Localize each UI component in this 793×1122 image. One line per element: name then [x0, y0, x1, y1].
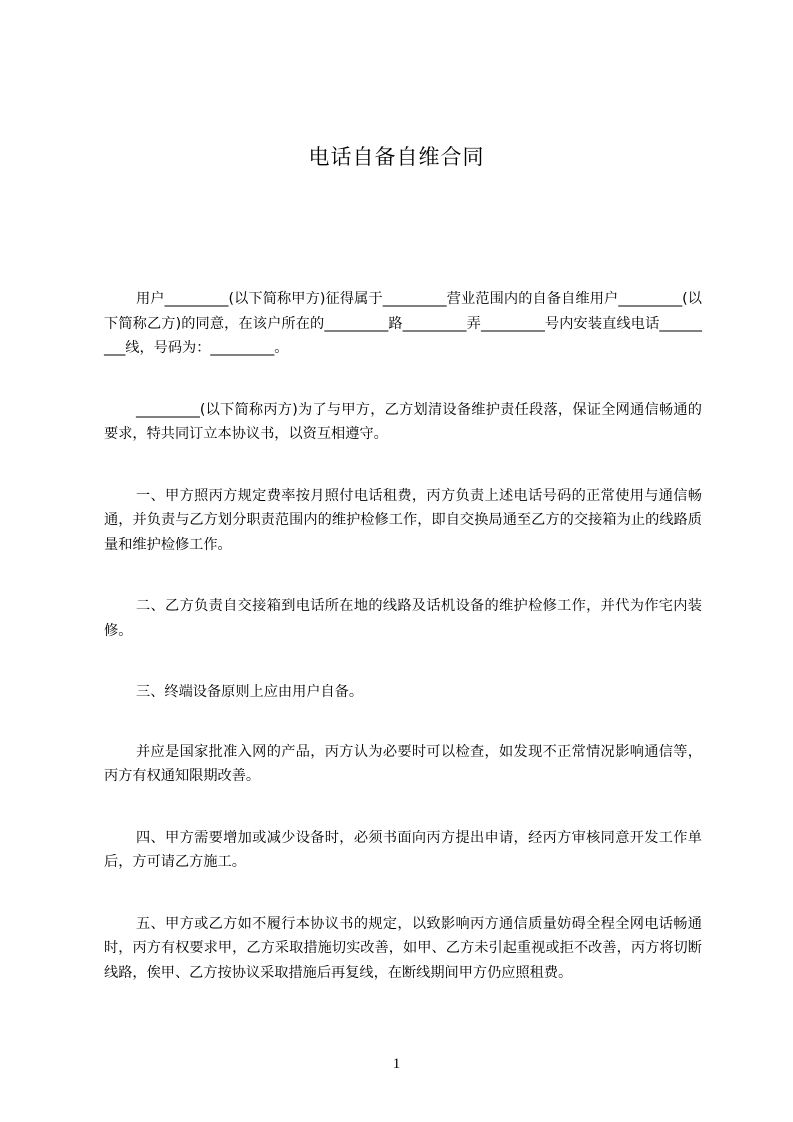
- paragraph-clause-3: 三、终端设备原则上应由用户自备。: [136, 684, 364, 700]
- paragraph-parties: 用户_________(以下简称甲方)征得属于_________营业范围内的自备自维用户_________(以下简称乙方)的同意，在该户所在的_________路_________弄_________号内安装直线电话_________线，号码为：_________。: [104, 291, 702, 356]
- paragraph-clause-1: 一、甲方照丙方规定费率按月照付电话租费，丙方负责上述电话号码的正常使用与通信畅通，并负责与乙方划分职责范围内的维护检修工作，即自交换局通至乙方的交接箱为止的线路质量和维护检修工作。: [104, 487, 702, 553]
- paragraph-purpose: _________(以下简称丙方)为了与甲方，乙方划清设备维护责任段落，保证全网通信畅通的要求，特共同订立本协议书，以资互相遵守。: [104, 401, 702, 442]
- paragraph-clause-5: 五、甲方或乙方如不履行本协议书的规定，以致影响丙方通信质量妨碍全程全网电话畅通时，丙方有权要求甲，乙方采取措施切实改善，如甲、乙方未引起重视或拒不改善，丙方将切断线路，俟甲、乙方按协议采取措施后再复线，在断线期间甲方仍应照租费。: [104, 915, 702, 981]
- paragraph-clause-2: 二、乙方负责自交接箱到电话所在地的线路及话机设备的维护检修工作，并代为作宅内装修。: [104, 598, 702, 639]
- page-number: 1: [392, 1056, 401, 1072]
- paragraph-clause-4: 四、甲方需要增加或减少设备时，必须书面向丙方提出申请，经丙方审核同意开发工作单后，方可请乙方施工。: [104, 829, 702, 870]
- document-title: 电话自备自维合同: [308, 145, 485, 169]
- paragraph-clause-3-detail: 并应是国家批准入网的产品，丙方认为必要时可以检查，如发现不正常情况影响通信等，丙方有权通知限期改善。: [104, 743, 702, 784]
- document-body: [104, 287, 702, 1022]
